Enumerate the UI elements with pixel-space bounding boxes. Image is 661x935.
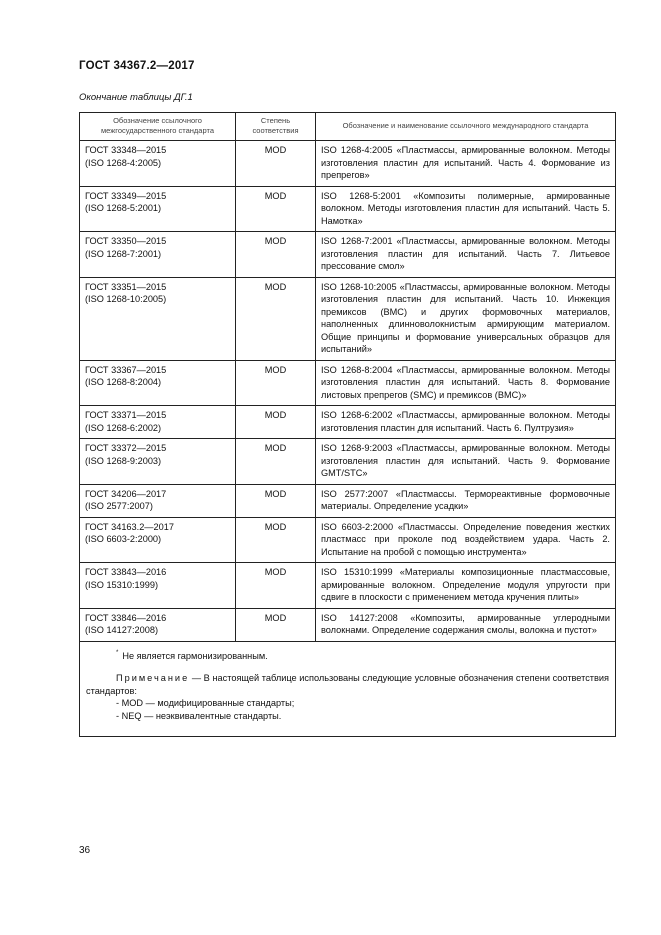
footnote-mark: * [116, 649, 119, 656]
table-row [80, 608, 616, 641]
interstate-standard-cell [80, 563, 236, 609]
interstate-standard-cell [80, 277, 236, 360]
interstate-standard-cell [80, 439, 236, 485]
standard-designation-line: (ISO 1268-6:2002) [85, 422, 162, 433]
standard-designation-line: ГОСТ 33372—2015 [85, 443, 167, 453]
international-standard-cell: ISO 15310:1999 «Материалы композиционные пластмассовые, армированные волокном. Определение модуля упругости при сдвиге в плоскости с применением метода кручения плиты» [316, 563, 616, 609]
interstate-standard-cell [80, 141, 236, 187]
table-row [80, 141, 616, 187]
degree-cell: MOD [236, 517, 316, 563]
international-standard-cell: ISO 1268-10:2005 «Пластмассы, армированные волокном. Методы изготовления пластин для испытаний. Часть 10. Инжекция премиксов (BMC) и других формовочных материалов, наполненных длинноволокнистым армирующим материалом. Общие принципы и формование универсальных образцов для испытаний» [316, 277, 616, 360]
table-caption: Окончание таблицы ДГ.1 [79, 92, 193, 103]
standard-designation-line: (ISO 6603-2:2000) [85, 534, 162, 544]
standard-designation-line: ГОСТ 33349—2015 [85, 190, 167, 201]
standard-designation-line: (ISO 15310:1999) [85, 579, 159, 590]
standard-designation-line: ГОСТ 34163.2—2017 [85, 521, 174, 532]
table-header-row [80, 113, 616, 141]
standard-designation-line: (ISO 1268-5:2001) [85, 203, 162, 213]
footnote [86, 648, 609, 663]
international-standard-cell: ISO 1268-6:2002 «Пластмассы, армированные волокном. Методы изготовления пластин для испытаний. Часть 6. Пултрузия» [316, 406, 616, 439]
reference-standards-table [79, 112, 616, 737]
standard-designation-line: (ISO 14127:2008) [85, 625, 159, 635]
standard-designation-line: ГОСТ 33371—2015 [85, 410, 167, 420]
standard-designation-line: (ISO 1268-10:2005) [85, 294, 167, 304]
interstate-standard-cell [80, 360, 236, 406]
degree-cell: MOD [236, 608, 316, 641]
standard-designation-line: ГОСТ 33348—2015 [85, 145, 167, 155]
table-row [80, 517, 616, 563]
note-label: Примечание [116, 673, 190, 684]
note-item-mod: - MOD — модифицированные стандарты; [116, 698, 295, 709]
table-row [80, 360, 616, 406]
table-row [80, 277, 616, 360]
interstate-standard-cell [80, 232, 236, 278]
table-row [80, 563, 616, 609]
page-number: 36 [79, 845, 91, 856]
standard-designation-line: (ISO 1268-9:2003) [85, 455, 162, 466]
international-standard-cell: ISO 2577:2007 «Пластмассы. Термореактивные формовочные материалы. Определение усадки» [316, 484, 616, 517]
standard-designation-line: (ISO 2577:2007) [85, 501, 153, 511]
degree-cell: MOD [236, 406, 316, 439]
standard-designation-line: ГОСТ 33843—2016 [85, 567, 167, 577]
international-standard-cell: ISO 6603-2:2000 «Пластмассы. Определение поведения жестких пластмасс при проколе под воздействием удара. Часть 2. Испытание на пробой с помощью инструмента» [316, 517, 616, 563]
note-paragraph [86, 672, 609, 697]
degree-cell: MOD [236, 141, 316, 187]
interstate-standard-cell [80, 517, 236, 563]
table-row [80, 439, 616, 485]
table-row [80, 484, 616, 517]
international-standard-cell: ISO 1268-7:2001 «Пластмассы, армированные волокном. Методы изготовления пластин для испытаний. Часть 7. Литьевое прессование смол» [316, 232, 616, 278]
degree-cell: MOD [236, 186, 316, 232]
degree-cell: MOD [236, 277, 316, 360]
table-row [80, 406, 616, 439]
international-standard-cell: ISO 1268-4:2005 «Пластмассы, армированные волокном. Методы изготовления пластин для испытаний. Часть 4. Формование из препрегов» [316, 141, 616, 187]
document-code: ГОСТ 34367.2—2017 [79, 60, 195, 72]
standard-designation-line: ГОСТ 33350—2015 [85, 236, 167, 246]
interstate-standard-cell [80, 186, 236, 232]
standard-designation-line: ГОСТ 33351—2015 [85, 281, 167, 292]
international-standard-cell: ISO 1268-8:2004 «Пластмассы, армированные волокном. Методы изготовления пластин для испытаний. Часть 8. Формование листовых препрегов (SMC) и премиксов (BMC)» [316, 360, 616, 406]
column-header-interstate-standard: Обозначение ссылочного межгосударственного стандарта [80, 113, 236, 141]
international-standard-cell: ISO 1268-5:2001 «Композиты полимерные, армированные волокном. Методы изготовления пластин для испытаний. Часть 5. Намотка» [316, 186, 616, 232]
interstate-standard-cell [80, 484, 236, 517]
standard-designation-line: (ISO 1268-7:2001) [85, 248, 162, 259]
column-header-degree: Степень соответствия [236, 113, 316, 141]
standard-designation-line: ГОСТ 33367—2015 [85, 364, 167, 375]
international-standard-cell: ISO 1268-9:2003 «Пластмассы, армированные волокном. Методы изготовления пластин для испытаний. Часть 9. Формование GMT/STC» [316, 439, 616, 485]
notes-cell [80, 641, 616, 737]
column-header-international-standard: Обозначение и наименование ссылочного международного стандарта [316, 113, 616, 141]
notes-row [80, 641, 616, 737]
standard-designation-line: (ISO 1268-8:2004) [85, 377, 162, 387]
note-item-neq: - NEQ — неэквивалентные стандарты. [116, 710, 282, 721]
table-row [80, 232, 616, 278]
table-row [80, 186, 616, 232]
standard-designation-line: ГОСТ 34206—2017 [85, 488, 167, 499]
footnote-text: Не является гармонизированным. [122, 650, 268, 661]
interstate-standard-cell [80, 608, 236, 641]
international-standard-cell: ISO 14127:2008 «Композиты, армированные углеродными волокнами. Определение содержания смолы, волокна и пустот» [316, 608, 616, 641]
standard-designation-line: (ISO 1268-4:2005) [85, 157, 162, 168]
note-text: — В настоящей таблице использованы следующие условные обозначения степени соответствия стандартов: [86, 673, 609, 696]
degree-cell: MOD [236, 439, 316, 485]
degree-cell: MOD [236, 232, 316, 278]
interstate-standard-cell [80, 406, 236, 439]
degree-cell: MOD [236, 360, 316, 406]
degree-cell: MOD [236, 484, 316, 517]
degree-cell: MOD [236, 563, 316, 609]
standard-designation-line: ГОСТ 33846—2016 [85, 612, 167, 623]
